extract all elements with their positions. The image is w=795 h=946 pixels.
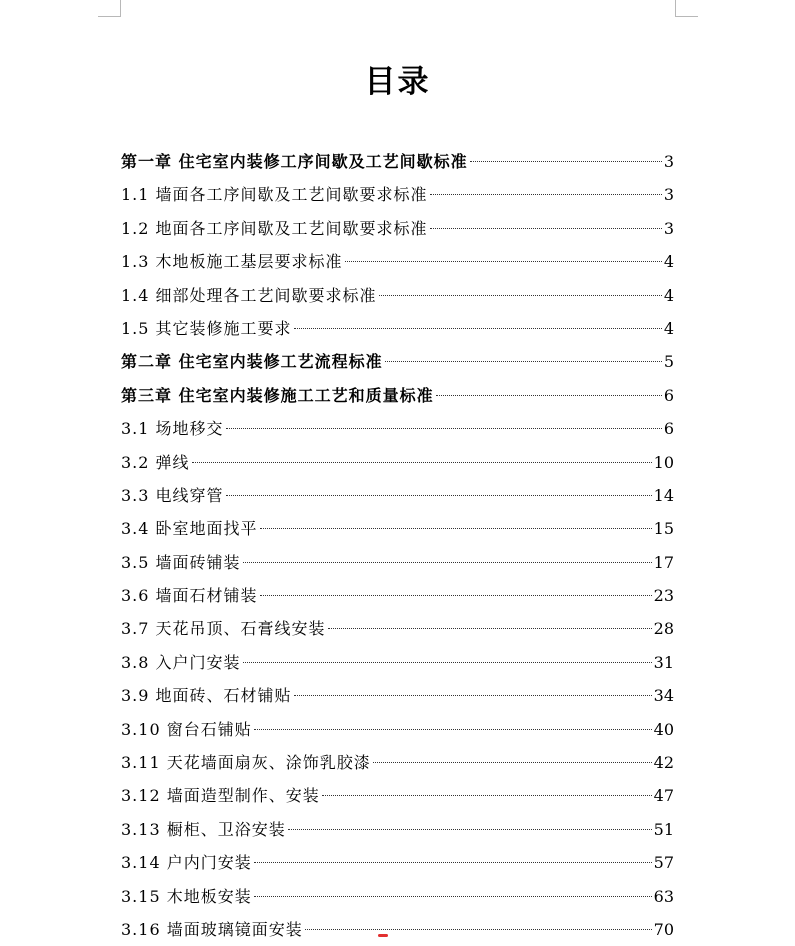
toc-chapter-entry[interactable] [121,379,674,412]
toc-dot-leader [470,161,662,162]
toc-dot-leader [260,528,652,529]
table-of-contents [121,145,674,946]
toc-dot-leader [294,695,652,696]
toc-page-number: 4 [663,318,674,338]
toc-section-entry[interactable] [121,479,674,512]
toc-entry-label: 1.3 木地板施工基层要求标准 [121,252,343,272]
toc-entry-label: 3.7 天花吊顶、石膏线安装 [121,619,326,639]
toc-section-entry[interactable] [121,779,674,812]
red-mark [378,934,388,937]
toc-dot-leader [328,628,652,629]
toc-section-entry[interactable] [121,646,674,679]
toc-chapter-entry[interactable] [121,345,674,378]
toc-dot-leader [373,762,652,763]
toc-page-number: 3 [663,152,674,171]
toc-page-number: 28 [653,619,674,639]
toc-dot-leader [260,595,652,596]
toc-entry-label: 3.12 墙面造型制作、安装 [121,786,320,806]
toc-dot-leader [254,896,652,897]
toc-section-entry[interactable] [121,612,674,645]
toc-page-number: 63 [653,886,674,906]
toc-entry-label: 第二章 住宅室内装修工艺流程标准 [121,352,383,372]
toc-entry-label: 3.14 户内门安装 [121,853,252,873]
toc-section-entry[interactable] [121,679,674,712]
toc-section-entry[interactable] [121,913,674,946]
toc-page-number: 5 [663,352,674,372]
toc-section-entry[interactable] [121,178,674,211]
toc-entry-label: 1.4 细部处理各工艺间歇要求标准 [121,285,377,305]
toc-entry-label: 3.2 弹线 [121,452,190,472]
toc-page-number: 42 [653,753,674,773]
toc-entry-label: 3.10 窗台石铺贴 [121,719,252,739]
toc-entry-label: 3.16 墙面玻璃镜面安装 [121,919,303,939]
toc-section-entry[interactable] [121,579,674,612]
toc-entry-label: 3.8 入户门安装 [121,652,241,672]
toc-dot-leader [243,662,652,663]
toc-entry-label: 3.13 橱柜、卫浴安装 [121,819,286,839]
toc-dot-leader [243,562,652,563]
toc-entry-label: 3.6 墙面石材铺装 [121,586,258,606]
toc-page-number: 47 [653,786,674,806]
toc-entry-label: 1.5 其它装修施工要求 [121,318,292,338]
toc-dot-leader [226,495,652,496]
toc-entry-label: 1.2 地面各工序间歇及工艺间歇要求标准 [121,218,428,238]
toc-entry-label: 1.1 墙面各工序间歇及工艺间歇要求标准 [121,185,428,205]
toc-dot-leader [254,862,652,863]
toc-page-number: 34 [653,686,674,706]
toc-entry-label: 3.4 卧室地面找平 [121,519,258,539]
toc-page-number: 4 [663,252,674,272]
toc-section-entry[interactable] [121,813,674,846]
toc-section-entry[interactable] [121,846,674,879]
toc-dot-leader [430,194,662,195]
toc-page-number: 4 [663,285,674,305]
toc-dot-leader [385,361,662,362]
toc-dot-leader [192,462,652,463]
toc-dot-leader [322,795,652,796]
toc-page-number: 3 [663,218,674,238]
toc-dot-leader [345,261,662,262]
toc-dot-leader [226,428,662,429]
toc-entry-label: 第三章 住宅室内装修施工工艺和质量标准 [121,385,434,405]
toc-section-entry[interactable] [121,312,674,345]
toc-page-number: 70 [653,919,674,939]
toc-section-entry[interactable] [121,446,674,479]
page-title: 目录 [364,64,431,100]
toc-entry-label: 3.5 墙面砖铺装 [121,552,241,572]
toc-section-entry[interactable] [121,212,674,245]
toc-dot-leader [288,829,652,830]
toc-page-number: 31 [653,652,674,672]
toc-entry-label: 3.3 电线穿管 [121,485,224,505]
toc-section-entry[interactable] [121,713,674,746]
toc-section-entry[interactable] [121,412,674,445]
toc-dot-leader [436,395,662,396]
toc-page-number: 3 [663,185,674,205]
toc-page-number: 6 [663,385,674,405]
toc-page-number: 57 [653,853,674,873]
toc-entry-label: 第一章 住宅室内装修工序间歇及工艺间歇标准 [121,152,468,171]
toc-dot-leader [254,729,652,730]
toc-dot-leader [305,929,652,930]
toc-page-number: 15 [653,519,674,539]
toc-dot-leader [430,228,662,229]
toc-section-entry[interactable] [121,880,674,913]
toc-section-entry[interactable] [121,245,674,278]
toc-entry-label: 3.9 地面砖、石材铺贴 [121,686,292,706]
toc-page-number: 6 [663,419,674,439]
toc-section-entry[interactable] [121,746,674,779]
toc-section-entry[interactable] [121,279,674,312]
toc-page-number: 51 [653,819,674,839]
toc-section-entry[interactable] [121,512,674,545]
toc-page-number: 14 [653,485,674,505]
toc-entry-label: 3.15 木地板安装 [121,886,252,906]
toc-entry-label: 3.1 场地移交 [121,419,224,439]
toc-page-number: 40 [653,719,674,739]
toc-page-number: 23 [653,586,674,606]
toc-section-entry[interactable] [121,546,674,579]
toc-page-number: 17 [653,552,674,572]
toc-page-number: 10 [653,452,674,472]
toc-dot-leader [379,295,662,296]
toc-chapter-entry[interactable] [121,145,674,178]
toc-dot-leader [294,328,662,329]
toc-entry-label: 3.11 天花墙面扇灰、涂饰乳胶漆 [121,753,371,773]
crop-mark-top-right [675,0,698,17]
crop-mark-top-left [98,0,121,17]
